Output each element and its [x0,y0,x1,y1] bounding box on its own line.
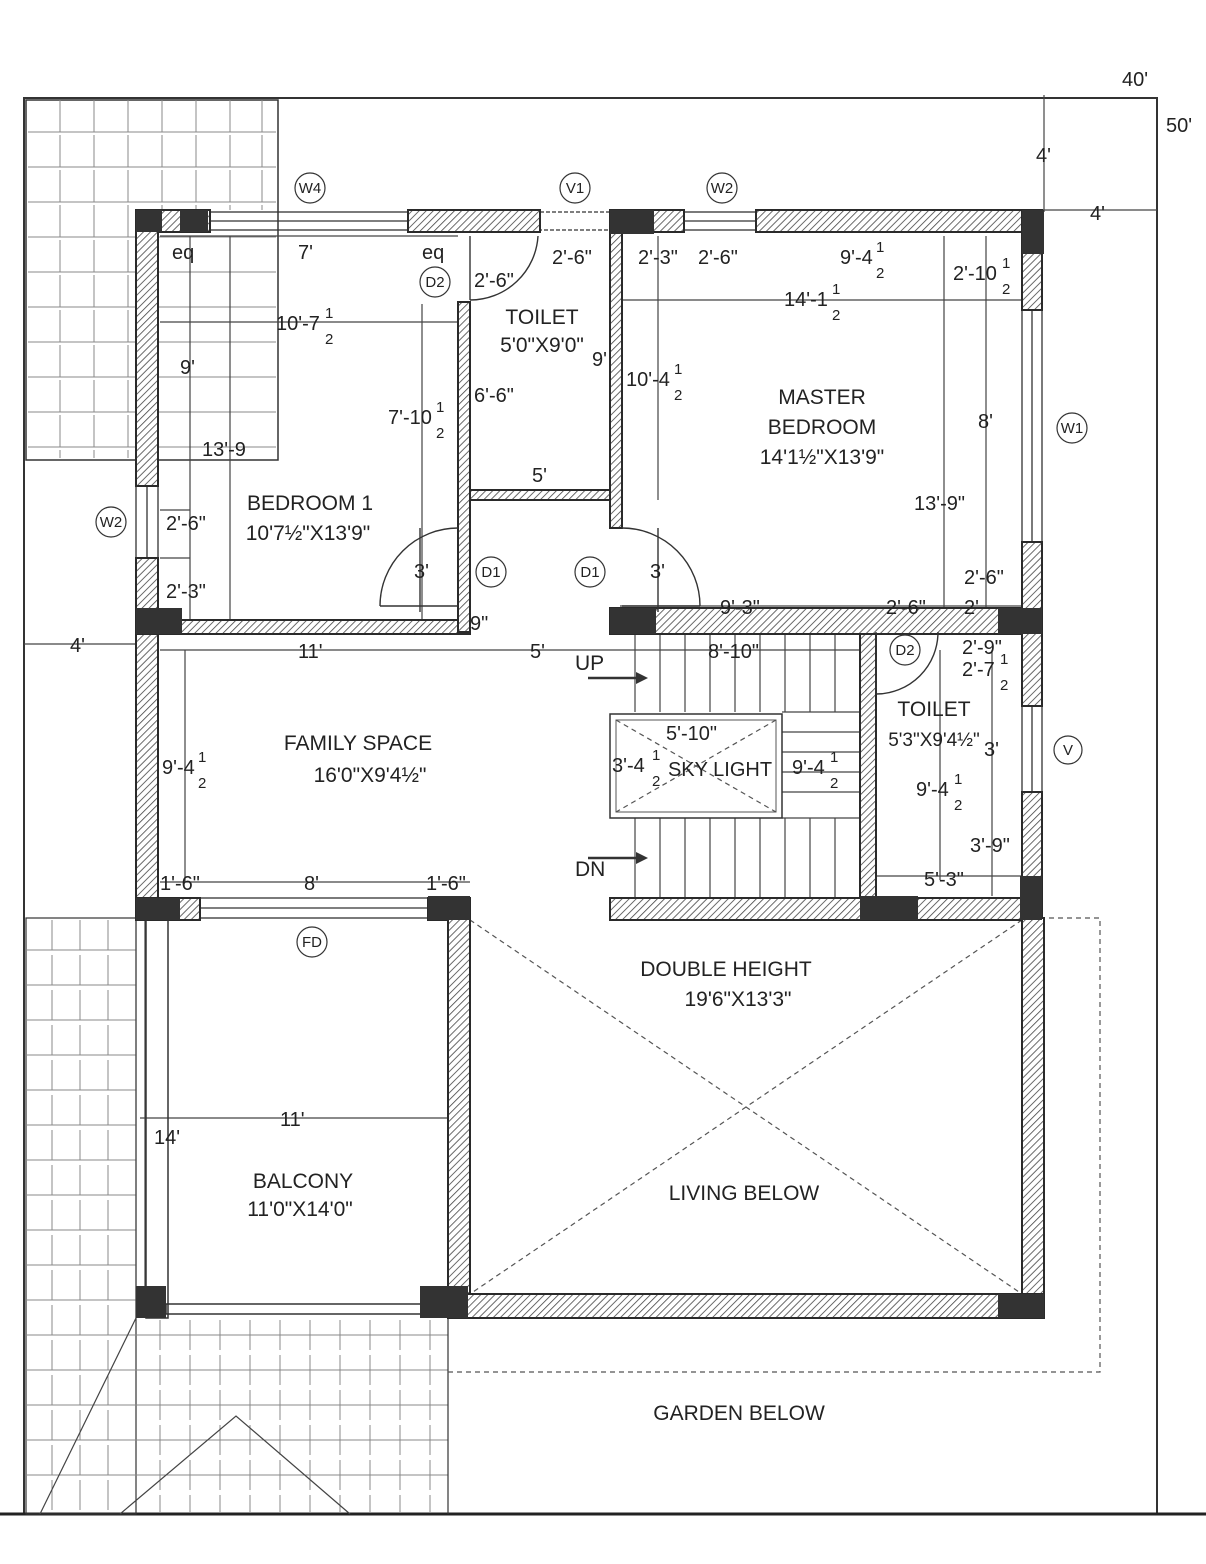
door-tag-d1-b: D1 [580,564,600,581]
dim-setback-left: 4' [70,635,85,657]
dim-toilet2-2-7-den: 2 [1000,677,1009,694]
dim-master-10-4: 10'-4 [626,369,670,391]
dim-skylight-5-10: 5'-10" [666,723,717,745]
dim-skylight-3-4: 3'-4 [612,755,645,777]
dim-v1-gap: 2'-6" [552,247,592,269]
dim-master-13-9: 13'-9" [914,493,965,515]
dim-bedroom1-7-10-num: 1 [436,399,445,416]
dim-bedroom1-9: 9' [180,357,195,379]
dim-bedroom1-10-7-num: 1 [325,305,334,322]
dim-skylight-9-4-den: 2 [830,775,839,792]
skylight-label: SKY LIGHT [667,759,773,781]
dim-master-2-6b: 2'-6" [964,567,1004,589]
dim-toilet2-2-7: 2'-7 [962,659,995,681]
window-tag-w1: W1 [1060,420,1084,437]
dim-d2-width: 2'-6" [474,270,514,292]
dim-eq-1: eq [172,242,195,264]
dim-toilet2-3: 3' [984,739,999,761]
garden-below-label: GARDEN BELOW [653,1402,825,1425]
balcony-size: 11'0"X14'0" [247,1198,353,1221]
dim-master-9-4-den: 2 [876,265,885,282]
window-tag-v: V [1062,742,1074,759]
dim-bedroom1-7-10: 7'-10 [388,407,432,429]
dim-skylight-3-4-num: 1 [652,747,661,764]
dim-bedroom1-2-3: 2'-3" [166,581,206,603]
dim-bedroom1-7-10-den: 2 [436,425,445,442]
dim-w4-width: 7' [298,242,313,264]
door-tag-d2-a: D2 [425,274,445,291]
dim-master-2-3: 2'-3" [638,247,678,269]
dim-master-2-10-num: 1 [1002,255,1011,272]
living-below-label: LIVING BELOW [668,1182,820,1205]
dim-setback-right: 4' [1090,203,1105,225]
dim-skylight-3-4-den: 2 [652,773,661,790]
dim-family-9-4: 9'-4 [162,757,195,779]
columns [136,210,1044,1318]
plot-width-label: 40' [1122,69,1149,91]
dim-master-14-1: 14'-1 [784,289,828,311]
dim-master-10-4-den: 2 [674,387,683,404]
dim-toilet2-9-4-den: 2 [954,797,963,814]
dim-master-9-4: 9'-4 [840,247,873,269]
dim-door1-3a: 3' [414,561,429,583]
window-tag-v1: V1 [565,180,585,197]
dim-master-2-6: 2'-6" [698,247,738,269]
dim-toilet1-9: 9' [592,349,607,371]
stair-down-label: DN [575,858,606,881]
dim-toilet1-6-6: 6'-6" [474,385,514,407]
dim-eq-2: eq [422,242,445,264]
dim-master-2-10-den: 2 [1002,281,1011,298]
dim-toilet2-9-4-num: 1 [954,771,963,788]
family-size: 16'0"X9'4½" [313,764,427,787]
dim-skylight-9-4: 9'-4 [792,757,825,779]
double-height-size: 19'6"X13'3" [684,988,792,1011]
dim-master-8: 8' [978,411,993,433]
dim-family-9-4-num: 1 [198,749,207,766]
balcony-name: BALCONY [252,1170,354,1193]
dim-bedroom1-10-7: 10'-7 [276,313,320,335]
window-tag-w2-top: W2 [710,180,734,197]
dim-master-9-3: 9'-3" [720,597,760,619]
dim-toilet2-9-4: 9'-4 [916,779,949,801]
dim-master-2-6c: 2'-6" [886,597,926,619]
dim-balcony-14: 14' [154,1127,181,1149]
dim-balcony-11: 11' [280,1109,305,1131]
dim-master-14-1-den: 2 [832,307,841,324]
window-tag-w2-left: W2 [99,514,123,531]
door-tag-d1-a: D1 [481,564,501,581]
toilet1-size: 5'0"X9'0" [500,334,584,357]
dim-master-14-1-num: 1 [832,281,841,298]
dim-bedroom1-10-7-den: 2 [325,331,334,348]
dim-bedroom1-2-6: 2'-6" [166,513,206,535]
dim-master-9-4-num: 1 [876,239,885,256]
dim-toilet2-2-7-num: 1 [1000,651,1009,668]
dim-family-8: 8' [304,873,319,895]
bedroom1-size: 10'7½"X13'9" [245,522,371,545]
toilet2-size: 5'3"X9'4½" [888,730,980,751]
toilet2-name: TOILET [897,698,971,721]
paving-bottom-left [26,918,448,1514]
dim-family-11: 11' [298,641,323,663]
plot-depth-label: 50' [1166,115,1193,137]
master-name-line2: BEDROOM [767,416,877,439]
door-tag-d2-b: D2 [895,642,915,659]
dim-master-2-10: 2'-10 [953,263,997,285]
dimension-labels [70,145,1105,1149]
dim-master-10-4-num: 1 [674,361,683,378]
dim-family-1-6b: 1'-6" [426,873,466,895]
dim-nine: 9" [470,613,489,635]
master-name-line1: MASTER [778,386,866,409]
toilet1-name: TOILET [505,306,579,329]
dim-door1-3b: 3' [650,561,665,583]
dim-skylight-9-4-num: 1 [830,749,839,766]
dim-toilet2-5-3: 5'-3" [924,869,964,891]
family-name: FAMILY SPACE [283,732,433,755]
window-tag-w4: W4 [298,180,322,197]
dim-family-9-4-den: 2 [198,775,207,792]
dim-toilet2-2-9: 2'-9" [962,637,1002,659]
dim-toilet1-5: 5' [532,465,547,487]
dim-family-5: 5' [530,641,545,663]
dim-setback-top: 4' [1036,145,1051,167]
walls [136,210,1044,1318]
dim-master-2: 2' [964,597,979,619]
master-size: 14'1½"X13'9" [759,446,885,469]
door-tag-fd: FD [302,934,322,951]
bedroom1-name: BEDROOM 1 [246,492,374,515]
double-height-name: DOUBLE HEIGHT [640,958,812,981]
dim-stair-8-10: 8'-10" [708,641,759,663]
stair-up-label: UP [575,652,605,675]
dim-toilet2-3-9: 3'-9" [970,835,1010,857]
dim-family-1-6a: 1'-6" [160,873,200,895]
dim-bedroom1-13-9: 13'-9 [202,439,246,461]
